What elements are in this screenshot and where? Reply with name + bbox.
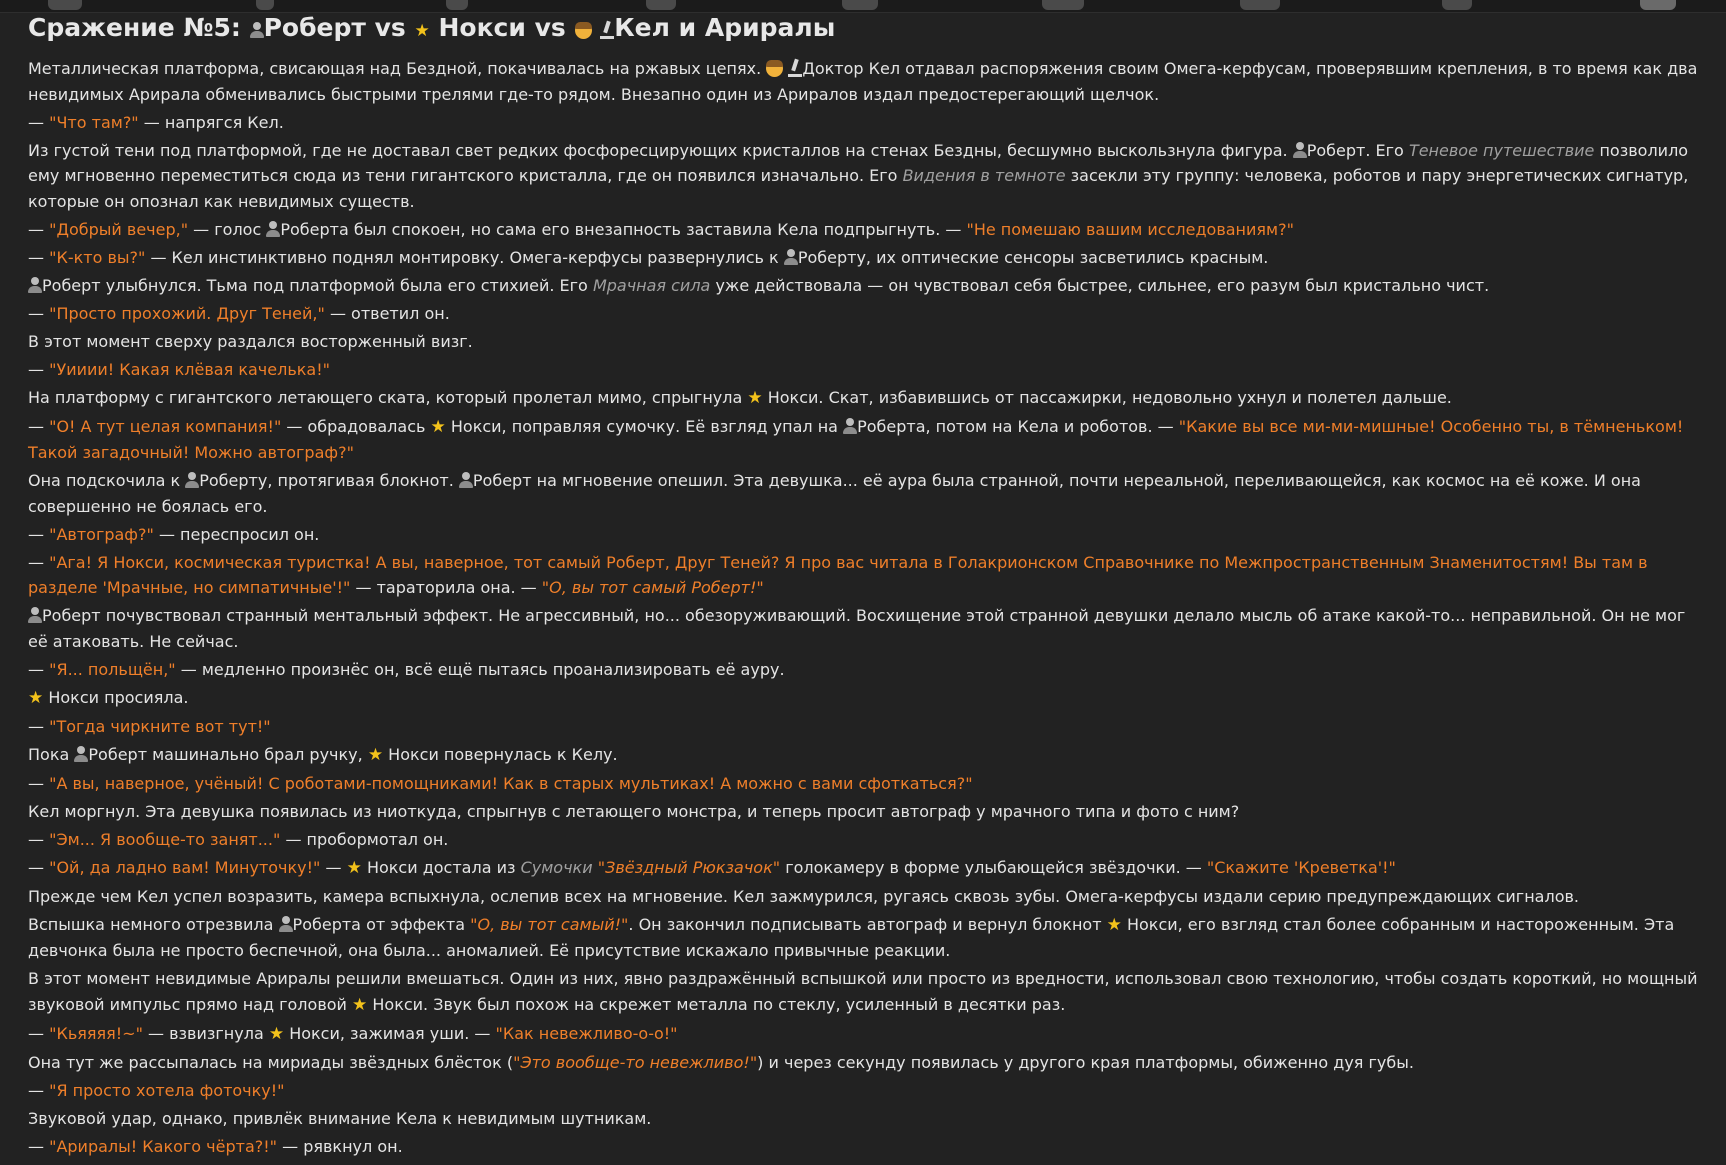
text-span: — — [28, 247, 44, 267]
text-span: "Это вообще-то невежливо!" — [513, 1052, 758, 1072]
toolbar-icon-6[interactable] — [1042, 0, 1084, 10]
text-span: Роберту, их оптические сенсоры засветились красным. — [797, 247, 1269, 267]
star-icon: ★ — [346, 857, 362, 878]
text-span: "Тогда чиркните вот тут!" — [49, 716, 271, 736]
paragraph — [28, 550, 1698, 601]
person-silhouette-icon — [1293, 142, 1307, 158]
title-noxi: Нокси — [438, 13, 526, 42]
text-span: "Ага! Я Нокси, космическая туристка! А вы, наверное, тот самый Роберт, Друг Теней? Я про вас читала в Голакрионском Справочнике по Межпространственным Знаменитостям! Вы там в разделе 'Мрачные, но симпатичные'!" — [28, 552, 1648, 597]
text-span: "Я... польщён," — [49, 659, 176, 679]
person-silhouette-icon — [250, 22, 264, 38]
text-span: — — [28, 659, 44, 679]
text-span: "Добрый вечер," — [49, 219, 189, 239]
person-silhouette-icon — [784, 249, 798, 265]
star-icon: ★ — [430, 416, 446, 437]
text-span: На платформу с гигантского летающего ската, который пролетал мимо, спрыгнула — [28, 387, 743, 407]
text-span: Кел моргнул. Эта девушка появилась из ниоткуда, спрыгнув с летающего монстра, и теперь просит автограф у мрачного типа и фото с ним? — [28, 801, 1240, 821]
title-robert: Роберт — [263, 13, 366, 42]
text-span: — пробормотал он. — [285, 829, 449, 849]
paragraph — [28, 357, 1698, 383]
text-span: — — [28, 219, 44, 239]
paragraph — [28, 1134, 1698, 1160]
paragraph — [28, 329, 1698, 355]
person-silhouette-icon — [185, 472, 199, 488]
text-span: "О, вы тот самый Роберт!" — [541, 578, 764, 597]
text-span: Металлическая платформа, свисающая над Бездной, покачивалась на ржавых цепях. — [28, 59, 762, 78]
paragraph — [28, 138, 1698, 215]
text-span: — переспросил он. — [158, 524, 320, 544]
person-silhouette-icon — [843, 418, 857, 434]
battle-title — [28, 10, 1698, 48]
text-span: Роберт. Его — [1306, 140, 1404, 160]
toolbar-icon-2[interactable] — [256, 0, 274, 10]
text-span: В этот момент сверху раздался восторженный визг. — [28, 331, 473, 351]
title-kel: Кел и Ариралы — [614, 13, 836, 42]
paragraph — [28, 912, 1698, 964]
text-span: — взвизгнула — [148, 1023, 264, 1043]
text-span: "Автограф?" — [49, 524, 154, 544]
text-span: "Просто прохожий. Друг Теней," — [49, 303, 325, 323]
text-span: — медленно произнёс он, всё ещё пытаясь проанализировать её ауру. — [180, 659, 785, 679]
paragraph — [28, 301, 1698, 327]
toolbar-icon-3[interactable] — [446, 0, 468, 10]
person-silhouette-icon — [74, 746, 88, 762]
text-span: — — [28, 359, 44, 379]
text-span: Роберт улыбнулся. Тьма под платформой была его стихией. Его — [42, 275, 588, 295]
text-span: Доктор Кел отдавал распоряжения своим Омега-керфусам, проверявшим крепления, в то время как два невидимых Арирала обменивались быстрыми трелями где-то рядом. Внезапно один из Ариралов издал предостерегающий щелчок. — [28, 59, 1698, 104]
paragraph — [28, 714, 1698, 740]
microscope-icon — [788, 59, 802, 77]
paragraph — [28, 110, 1698, 136]
toolbar-icon-5[interactable] — [842, 0, 878, 10]
text-span: Прежде чем Кел успел возразить, камера вспыхнула, ослепив всех на мгновение. Кел зажмурился, ругаясь сквозь зубы. Омега-керфусы издали серию предупреждающих сигналов. — [28, 886, 1579, 906]
text-span: Роберту, протягивая блокнот. — [199, 471, 454, 490]
text-span: "Я просто хотела фоточку!" — [49, 1080, 285, 1100]
text-span: "А вы, наверное, учёный! С роботами-помощниками! Как в старых мультиках! А можно с вами сфоткаться?" — [49, 773, 973, 793]
person-silhouette-icon — [459, 472, 473, 488]
paragraph — [28, 217, 1698, 243]
text-span: — — [28, 524, 44, 544]
paragraph — [28, 603, 1698, 654]
text-span: Роберт почувствовал странный ментальный эффект. Не агрессивный, но... обезоруживающий. Восхищение этой странной девушки делало мысль об атаке какой-то... неправильной. Он не мог её атаковать. Не сейчас. — [28, 606, 1686, 651]
text-span: . Он закончил подписывать автограф и вернул блокнот — [628, 914, 1102, 934]
title-vs: vs — [534, 13, 566, 42]
text-span: голокамеру в форме улыбающейся звёздочки. — — [785, 857, 1202, 877]
text-span: "Как невежливо-о-о!" — [495, 1023, 678, 1043]
star-icon: ★ — [352, 994, 368, 1015]
text-span: "Не помешаю вашим исследованиям?" — [966, 219, 1294, 239]
boy-face-icon — [766, 60, 783, 77]
paragraph — [28, 1106, 1698, 1132]
title-vs: vs — [374, 13, 406, 42]
paragraph — [28, 385, 1698, 412]
text-span: Нокси просияла. — [48, 687, 189, 707]
paragraph — [28, 827, 1698, 853]
paragraph — [28, 799, 1698, 825]
text-span: уже действовала — он чувствовал себя быстрее, сильнее, его разум был кристально чист. — [715, 275, 1490, 295]
text-span: В этот момент невидимые Ариралы решили вмешаться. Один из них, явно раздражённый вспышкой или просто из вредности, использовал свою технологию, чтобы создать короткий, но мощный звуковой импульс прямо над головой — [28, 969, 1698, 1014]
text-span: — — [28, 1136, 44, 1156]
text-span: — — [28, 416, 44, 436]
text-span: Мрачная сила — [592, 275, 711, 295]
text-span: — — [325, 857, 342, 877]
paragraph — [28, 468, 1698, 519]
toolbar-icon-4[interactable] — [646, 0, 676, 10]
message-content — [28, 10, 1698, 1159]
text-span: Нокси. Звук был похож на скрежет металла по стеклу, усиленный в десятки раз. — [372, 994, 1066, 1014]
text-span: Звуковой удар, однако, привлёк внимание Кела к невидимым шутникам. — [28, 1108, 652, 1128]
text-span: Сумочки — [520, 857, 593, 877]
text-span: Нокси. Скат, избавившись от пассажирки, недовольно ухнул и полетел дальше. — [767, 387, 1452, 407]
star-icon: ★ — [1106, 914, 1122, 935]
text-span: — — [28, 1023, 44, 1043]
star-icon: ★ — [747, 387, 763, 408]
paragraph — [28, 1050, 1698, 1076]
text-span: — — [28, 303, 44, 323]
text-span: засекли эту группу: человека, роботов и пару энергетических сигнатур, которые он опознал как невидимых существ. — [28, 166, 1689, 211]
text-span: "Ой, да ладно вам! Минуточку!" — [49, 857, 321, 877]
text-span: Нокси, поправляя сумочку. Её взгляд упал на — [450, 416, 838, 436]
text-span: — тараторила она. — — [355, 578, 537, 597]
person-silhouette-icon — [279, 916, 293, 932]
text-span: — — [28, 829, 44, 849]
person-silhouette-icon — [28, 607, 42, 623]
text-span: — обрадовалась — [286, 416, 426, 436]
star-icon: ★ — [414, 21, 430, 41]
boy-face-icon — [575, 22, 592, 39]
star-icon: ★ — [268, 1023, 285, 1044]
paragraph — [28, 771, 1698, 797]
paragraph — [28, 56, 1698, 107]
text-span: "Какие вы все ми-ми-мишные! Особенно ты, в тёмненьком! Такой загадочный! Можно автограф?" — [28, 416, 1684, 462]
text-span: Вспышка немного отрезвила — [28, 914, 274, 934]
microscope-icon — [600, 21, 614, 39]
paragraph — [28, 1078, 1698, 1104]
paragraph — [28, 855, 1698, 882]
text-span: "Скажите 'Креветка'!" — [1206, 857, 1396, 877]
text-span: — — [28, 857, 44, 877]
text-span: Нокси повернулась к Келу. — [388, 744, 618, 764]
text-span: Теневое путешествие — [1408, 140, 1595, 160]
text-span: Роберт на мгновение опешил. Эта девушка... её аура была странной, почти нереальной, переливающейся, как космос на её коже. И она совершенно не боялась его. — [28, 471, 1641, 516]
toolbar-icon-8[interactable] — [1442, 0, 1472, 10]
paragraph — [28, 522, 1698, 548]
text-span: Роберта, потом на Кела и роботов. — — [857, 416, 1174, 436]
text-span: Роберт машинально брал ручку, — [88, 744, 363, 764]
text-span: Роберта был спокоен, но сама его внезапность заставила Кела подпрыгнуть. — — [280, 219, 962, 239]
text-span: — — [28, 112, 44, 132]
text-span: Роберта от эффекта — [292, 914, 466, 934]
person-silhouette-icon — [28, 277, 42, 293]
text-span: "О, вы тот самый!" — [470, 914, 629, 934]
text-span: "Кьяяяя!~" — [49, 1023, 143, 1043]
text-span: Пока — [28, 744, 70, 764]
text-span: — — [28, 552, 44, 572]
paragraph — [28, 742, 1698, 769]
text-span: Нокси, его взгляд стал более собранным и настороженным. Эта девчонка была не просто беспечной, она была... аномалией. Её присутствие искажало привычные реакции. — [28, 914, 1675, 960]
text-span: Она подскочила к — [28, 471, 181, 490]
text-span: Нокси достала из — [366, 857, 516, 877]
text-span: "К-кто вы?" — [49, 247, 146, 267]
text-span: ) и через секунду появилась у другого края платформы, обиженно дуя губы. — [757, 1052, 1414, 1072]
paragraph — [28, 884, 1698, 910]
text-span: — ответил он. — [329, 303, 450, 323]
text-span: Она тут же рассыпалась на мириады звёздных блёсток ( — [28, 1052, 514, 1072]
paragraph — [28, 657, 1698, 683]
text-span: — Кел инстинктивно поднял монтировку. Омега-керфусы развернулись к — [150, 247, 779, 267]
paragraph — [28, 966, 1698, 1018]
star-icon: ★ — [367, 744, 384, 765]
paragraph — [28, 414, 1698, 466]
text-span: — — [28, 773, 44, 793]
paragraph — [28, 245, 1698, 271]
text-span: позволило ему мгновенно переместиться сюда из тени гигантского кристалла, где он появился изначально. Его — [28, 140, 1689, 185]
text-span: — голос — [193, 219, 262, 239]
text-span: — рявкнул он. — [282, 1136, 403, 1156]
paragraph — [28, 273, 1698, 299]
text-span: — напрягся Кел. — [143, 112, 284, 132]
text-span: "О! А тут целая компания!" — [49, 416, 282, 436]
story-text — [28, 56, 1698, 1159]
toolbar-icon-9[interactable] — [1640, 0, 1676, 10]
text-span: "Звёздный Рюкзачок" — [597, 857, 781, 877]
person-silhouette-icon — [266, 221, 280, 237]
text-span: "Ариралы! Какого чёрта?!" — [49, 1136, 278, 1156]
toolbar-icon-7[interactable] — [1240, 0, 1280, 10]
text-span: Нокси, зажимая уши. — — [289, 1023, 491, 1043]
text-span: "Эм... Я вообще-то занят..." — [49, 829, 281, 849]
text-span: Видения в темноте — [902, 166, 1066, 185]
text-span: Из густой тени под платформой, где не доставал свет редких фосфоресцирующих кристаллов на стенах Бездны, бесшумно выскользнула фигура. — [28, 140, 1288, 160]
paragraph — [28, 1021, 1698, 1048]
text-span: "Уииии! Какая клёвая качелька!" — [49, 359, 330, 379]
title-prefix: Сражение №5: — [28, 13, 241, 42]
text-span: "Что там?" — [49, 112, 139, 132]
text-span: — — [28, 716, 44, 736]
star-icon: ★ — [28, 687, 44, 708]
paragraph — [28, 685, 1698, 712]
text-span: — — [28, 1080, 44, 1100]
toolbar-icon-1[interactable] — [48, 0, 82, 10]
